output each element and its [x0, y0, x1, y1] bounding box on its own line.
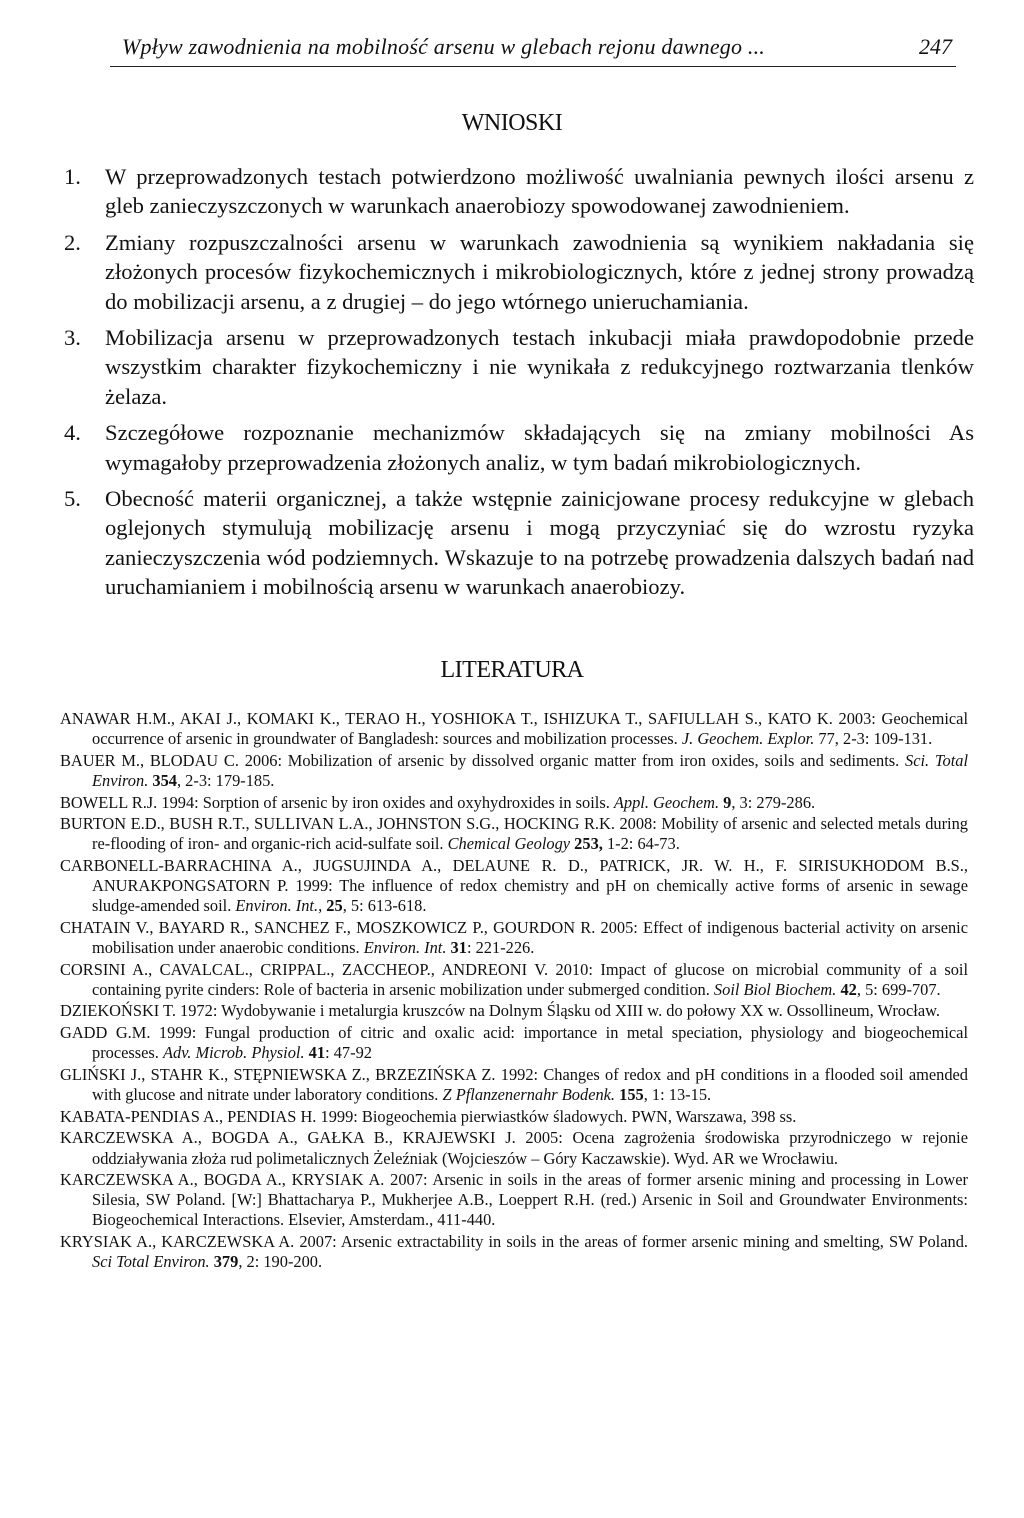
- reference-details: 2007: Arsenic extractability in soils in the areas of former arsenic mining and smelting, SW Poland.: [294, 1232, 968, 1252]
- reference-list: [60, 709, 968, 1274]
- reference-details: 2007: Arsenic in soils in the areas of former arsenic mining and processing in Lower Silesia, SW Poland. [W:] Bhattacharya P., Mukherjee A.B., Loeppert R.H. (red.) Arsenic in Soil and Groundwater Environments: Biogeochemical Interactions. Elsevier, Amsterdam., 411-440.: [92, 1170, 968, 1230]
- reference-pages: , 1: 13-15.: [643, 1085, 712, 1105]
- reference-journal: Soil Biol Biochem.: [713, 979, 837, 999]
- conclusion-number: 3.: [64, 325, 81, 351]
- reference-journal: Sci Total Environ.: [92, 1252, 210, 1272]
- conclusion-item: [64, 484, 974, 602]
- reference-details: 1999: Fungal production of citric and oxalic acid: importance in metal speciation, physiology and biogeochemical processes.: [92, 1023, 968, 1063]
- reference-authors: CORSINI A., CAVALCAL., CRIPPAL., ZACCHEOP., ANDREONI V.: [60, 959, 549, 979]
- reference-details: 2005: Effect of indigenous bacterial activity on arsenic mobilisation under anaerobic conditions.: [92, 917, 969, 957]
- reference-item: [60, 1107, 968, 1127]
- reference-pages: : 47-92: [325, 1043, 372, 1063]
- reference-item: [60, 1023, 968, 1063]
- reference-volume: 253,: [570, 834, 603, 854]
- reference-item: [60, 1001, 968, 1021]
- reference-journal: Chemical Geology: [447, 834, 571, 854]
- reference-authors: KABATA-PENDIAS A., PENDIAS H.: [60, 1106, 317, 1126]
- reference-item: [60, 1065, 968, 1105]
- reference-pages: , 5: 613-618.: [342, 896, 427, 916]
- reference-volume: 42: [836, 979, 857, 999]
- conclusions-heading: WNIOSKI: [461, 110, 563, 136]
- reference-journal: J. Geochem. Explor.: [681, 729, 815, 749]
- conclusion-number: 4.: [64, 420, 81, 446]
- reference-authors: ANAWAR H.M., AKAI J., KOMAKI K., TERAO H., YOSHIOKA T., ISHIZUKA T., SAFIULLAH S., KATO K.: [60, 709, 833, 728]
- reference-details: 2003: Geochemical occurrence of arsenic in groundwater of Bangladesh: sources and mobilization processes.: [92, 709, 968, 749]
- reference-item: [60, 918, 968, 958]
- running-header: [110, 30, 956, 67]
- reference-volume: 155: [615, 1085, 644, 1105]
- reference-pages: 77, 2-3: 109-131.: [814, 729, 933, 749]
- reference-pages: , 2-3: 179-185.: [176, 770, 275, 790]
- reference-authors: BURTON E.D., BUSH R.T., SULLIVAN L.A., JOHNSTON S.G., HOCKING R.K.: [60, 814, 615, 834]
- reference-authors: KRYSIAK A., KARCZEWSKA A.: [60, 1232, 295, 1252]
- conclusion-number: 1.: [64, 164, 81, 189]
- page-number: 247: [919, 34, 952, 59]
- reference-volume: 31: [446, 938, 467, 957]
- reference-item: [60, 793, 968, 813]
- reference-journal: Adv. Microb. Physiol.: [163, 1043, 305, 1063]
- reference-authors: DZIEKOŃSKI T.: [60, 1001, 176, 1021]
- conclusion-text: W przeprowadzonych testach potwierdzono możliwość uwalniania pewnych ilości arsenu z gleb zanieczyszczonych w warunkach anaerobiozy spowodowanej zawodnieniem.: [105, 164, 974, 219]
- reference-item: [60, 751, 968, 791]
- reference-details: 2010: Impact of glucose on microbial community of a soil containing pyrite cinders: Role of bacteria in arsenic mobilization under submerged condition.: [92, 959, 968, 999]
- conclusion-number: 2.: [64, 229, 81, 255]
- conclusion-item: [64, 162, 974, 221]
- conclusion-text: Szczegółowe rozpoznanie mechanizmów składających się na zmiany mobilności As wymagałoby przeprowadzenia złożonych analiz, w tym badań mikrobiologicznych.: [105, 420, 974, 475]
- conclusion-item: [64, 228, 974, 316]
- conclusion-text: Obecność materii organicznej, a także wstępnie zainicjowane procesy redukcyjne w glebach oglejonych stymulują mobilizację arsenu i mogą przyczyniać się do wzrostu ryzyka zanieczyszczenia wód podziemnych. Wskazuje to na potrzebę prowadzenia dalszych badań nad uruchamianiem i mobilnością arsenu w warunkach anaerobiozy.: [105, 486, 974, 600]
- reference-journal: Z Pflanzenernahr Bodenk.: [442, 1085, 616, 1105]
- reference-journal: Environ. Int.: [363, 938, 447, 957]
- conclusion-item: [64, 323, 974, 411]
- reference-journal: Appl. Geochem.: [613, 792, 720, 812]
- literature-heading: LITERATURA: [440, 657, 584, 683]
- reference-details: 1999: The influence of redox chemistry and pH on chemically active forms of arsenic in sewage sludge-amended soil.: [92, 876, 968, 916]
- reference-details: 1999: Biogeochemia pierwiastków śladowych. PWN, Warszawa, 398 ss.: [316, 1106, 797, 1126]
- reference-pages: , 3: 279-286.: [731, 792, 816, 812]
- reference-journal: Environ. Int.,: [235, 896, 323, 916]
- reference-volume: 41: [304, 1043, 326, 1063]
- reference-authors: KARCZEWSKA A., BOGDA A., KRYSIAK A.: [60, 1170, 385, 1190]
- reference-pages: 1-2: 64-73.: [602, 834, 680, 854]
- reference-item: [60, 960, 968, 1000]
- reference-details: 1992: Changes of redox and pH conditions in a flooded soil amended with glucose and nitrate under laboratory conditions.: [92, 1064, 968, 1105]
- reference-authors: GLIŃSKI J., STAHR K., STĘPNIEWSKA Z., BRZEZIŃSKA Z.: [60, 1064, 496, 1084]
- conclusion-text: Mobilizacja arsenu w przeprowadzonych testach inkubacji miała prawdopodobnie przede wszystkim charakter fizykochemiczny i nie wynikała z redukcyjnego roztwarzania tlenków żelaza.: [105, 325, 974, 409]
- reference-item: [60, 1232, 968, 1272]
- reference-volume: 9: [719, 792, 732, 812]
- conclusion-text: Zmiany rozpuszczalności arsenu w warunkach zawodnienia są wynikiem nakładania się złożonych procesów fizykochemicznych i mikrobiologicznych, które z jednej strony prowadzą do mobilizacji arsenu, a z drugiej – do jego wtórnego unieruchamiania.: [105, 229, 974, 314]
- reference-item: [60, 1128, 968, 1168]
- conclusion-number: 5.: [64, 486, 81, 512]
- reference-authors: BAUER M., BLODAU C.: [60, 750, 239, 770]
- reference-item: [60, 814, 968, 854]
- reference-details: 2005: Ocena zagrożenia środowiska przyrodniczego w rejonie oddziaływania złoża rud polimetalicznych Żeleźniak (Wojcieszów – Góry Kaczawskie). Wyd. AR we Wrocławiu.: [92, 1128, 968, 1168]
- reference-authors: GADD G.M.: [60, 1023, 151, 1043]
- reference-details: 1972: Wydobywanie i metalurgia kruszców na Dolnym Śląsku od XIII w. do połowy XX w. Ossollineum, Wrocław.: [175, 1001, 940, 1021]
- reference-item: [60, 856, 968, 916]
- reference-authors: KARCZEWSKA A., BOGDA A., GAŁKA B., KRAJEWSKI J.: [60, 1128, 516, 1148]
- reference-authors: CARBONELL-BARRACHINA A., JUGSUJINDA A., DELAUNE R. D., PATRICK, JR. W. H., F. SIRISUKHODOM B.S., ANURAKPONGSATORN P.: [60, 856, 968, 896]
- conclusion-item: [64, 418, 974, 477]
- conclusions-list: [64, 162, 974, 609]
- reference-volume: 379: [209, 1252, 239, 1272]
- reference-item: [60, 709, 968, 749]
- reference-pages: , 2: 190-200.: [238, 1252, 323, 1272]
- reference-volume: 25: [322, 896, 343, 916]
- reference-volume: 354: [148, 770, 177, 790]
- reference-item: [60, 1170, 968, 1230]
- running-title: Wpływ zawodnienia na mobilność arsenu w glebach rejonu dawnego ...: [122, 34, 766, 59]
- reference-authors: BOWELL R.J.: [60, 792, 158, 812]
- reference-authors: CHATAIN V., BAYARD R., SANCHEZ F., MOSZKOWICZ P., GOURDON R.: [60, 917, 596, 937]
- reference-details: 1994: Sorption of arsenic by iron oxides and oxyhydroxides in soils.: [157, 792, 614, 812]
- reference-details: 2008: Mobility of arsenic and selected metals during re-flooding of iron- and organic-rich acid-sulfate soil.: [92, 814, 968, 854]
- reference-journal: Sci. Total Environ.: [92, 750, 969, 790]
- reference-pages: : 221-226.: [466, 938, 535, 957]
- reference-details: 2006: Mobilization of arsenic by dissolved organic matter from iron oxides, soils and sediments.: [238, 750, 906, 770]
- reference-pages: , 5: 699-707.: [856, 979, 941, 999]
